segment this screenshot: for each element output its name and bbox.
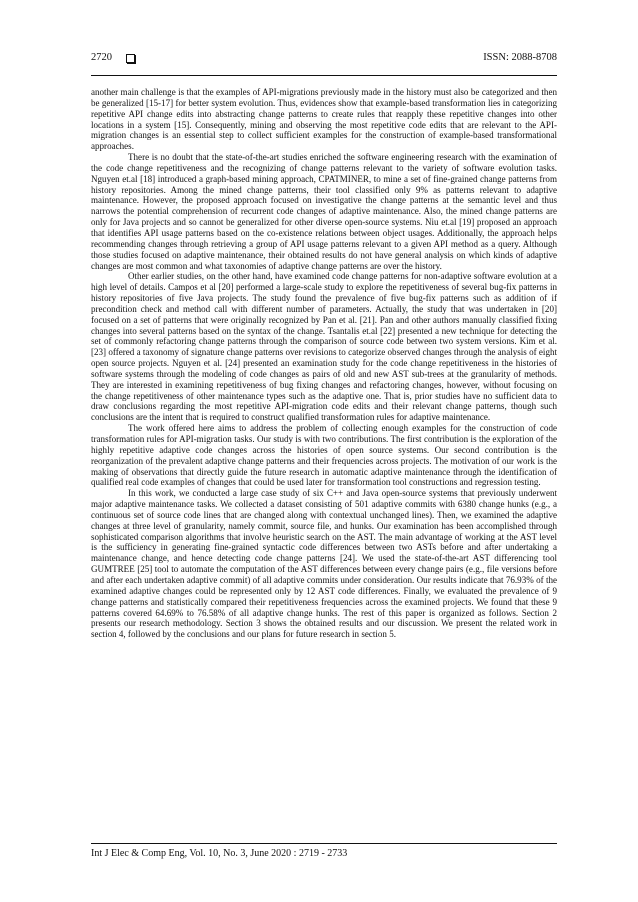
paragraph-3: Other earlier studies, on the other hand, have examined code change patterns for non-adaptive software evolution at a high level of details. Campos et al [20] performed a large-scale study to explore the repetitiveness of several bug-fix patterns in history repositories of five Java projects. The study found the prevalence of five bug-fix patterns such as addition of if precondition check and method call with different number of parameters. Actually, the study that was undertaken in [20] focused on a set of patterns that were originally recognized by Pan et al. [21]. Pan and other authors manually classified fixing changes into several patterns based on the syntax of the change. Tsantalis et.al [22] presented a new technique for detecting the set of commonly refactoring change patterns through the comparison of source code between two system versions. Kim et al. [23] offered a taxonomy of signature change patterns over revisions to categorize observed changes through the analysis of eight open source projects. Nguyen et al. [24] presented an examination study for the code change repetitiveness in the histories of software systems through the modeling of code changes as pairs of old and new AST sub-trees at the granularity of methods. They are interested in examining repetitiveness of bug fixing changes and refactoring changes, however, without focusing on the change repetitiveness of other maintenance types such as the adaptive one. That is, prior studies have no sufficient data to draw conclusions regarding the most repetitive API-migration code edits and their relevant change patterns, though such conclusions are the intent that is required to construct qualified transformation rules for adaptive maintenance. bbox=[91, 271, 557, 423]
footer-rule bbox=[91, 843, 557, 844]
body-text bbox=[91, 87, 557, 640]
page-header bbox=[91, 52, 557, 70]
paragraph-4: The work offered here aims to address the problem of collecting enough examples for the construction of code transformation rules for API-migration tasks. Our study is with two contributions. The first contribution is the exploration of the highly repetitive adaptive code changes across the histories of open source systems. Our second contribution is the reorganization of the prevalent adaptive change patterns and their frequencies across projects. The motivation of our work is the making of observations that directly guide the future research in automatic adaptive maintenance through the identification of qualified real code examples of changes that could be used later for transformation tool constructions and regression testing. bbox=[91, 423, 557, 488]
paragraph-1: another main challenge is that the examples of API-migrations previously made in the history must also be categorized and then be generalized [15-17] for better system evolution. Thus, evidences show that example-based transformation lies in categorizing repetitive API change edits into abstracting change patterns to create rules that reapply these repetitive changes into other locations in a system [15]. Consequently, mining and observing the most repetitive code edits that are relevant to the API-migration changes is an essential step to collect sufficient examples for the construction of example-based transformational approaches. bbox=[91, 87, 557, 152]
square-bullet-icon bbox=[126, 54, 135, 63]
page-number: 2720 bbox=[91, 52, 112, 63]
footer-citation: Int J Elec & Comp Eng, Vol. 10, No. 3, June 2020 : 2719 - 2733 bbox=[91, 848, 348, 859]
header-rule bbox=[91, 75, 557, 76]
issn-label: ISSN: 2088-8708 bbox=[483, 52, 557, 63]
paragraph-5: In this work, we conducted a large case study of six C++ and Java open-source systems that previously underwent major adaptive maintenance tasks. We collected a dataset consisting of 501 adaptive commits with 6380 change hunks (e.g., a continuous set of source code lines that are changed along with contextual unchanged lines). Then, we examined the adaptive changes at three level of granularity, namely commit, source file, and hunks. Our examination has been accomplished through sophisticated comparison algorithms that involve heuristic search on the AST. The main advantage of working at the AST level is the sufficiency in generating fine-grained syntactic code differences between two ASTs before and after undertaking a maintenance change, and hence detecting code change patterns [24]. We used the state-of-the-art AST differencing tool GUMTREE [25] tool to automate the computation of the AST differences between every change pairs (e.g., file versions before and after each undertaken adaptive commit) of all adaptive commits under consideration. Our results indicate that 76.93% of the examined adaptive changes could be represented only by 12 AST code differences. Finally, we evaluated the prevalence of 9 change patterns and statistically compared their repetitiveness frequencies across the examined projects. We found that these 9 patterns covered 64.69% to 76.58% of all adaptive change hunks. The rest of this paper is organized as follows. Section 2 presents our research methodology. Section 3 shows the obtained results and our discussion. We present the related work in section 4, followed by the conclusions and our plans for future research in section 5. bbox=[91, 488, 557, 640]
paragraph-2: There is no doubt that the state-of-the-art studies enriched the software engineering research with the examination of the code change repetitiveness and the recognizing of change patterns relevant to the variety of software evolution tasks. Nguyen et.al [18] introduced a graph-based mining approach, CPATMINER, to mine a set of fine-grained change patterns from history repositories. Among the mined change patterns, their tool classified only 9% as patterns relevant to adaptive maintenance. However, the proposed approach focused on investigative the change patterns at the semantic level and thus narrows the potential comprehension of recurrent code changes of adaptive maintenance. Also, the mined change patterns are only for Java projects and so cannot be generalized for other diverse open-source systems. Niu et.al [19] proposed an approach that identifies API usage patterns based on the co-existence relations between object usages. Additionally, the approach helps recommending changes through retrieving a group of API usage patterns relevant to a given API method as a query. Although those studies focused on adaptive maintenance, their obtained results do not have general analysis on which kinds of adaptive changes are most common and what taxonomies of adaptive change patterns are over the history. bbox=[91, 152, 557, 271]
